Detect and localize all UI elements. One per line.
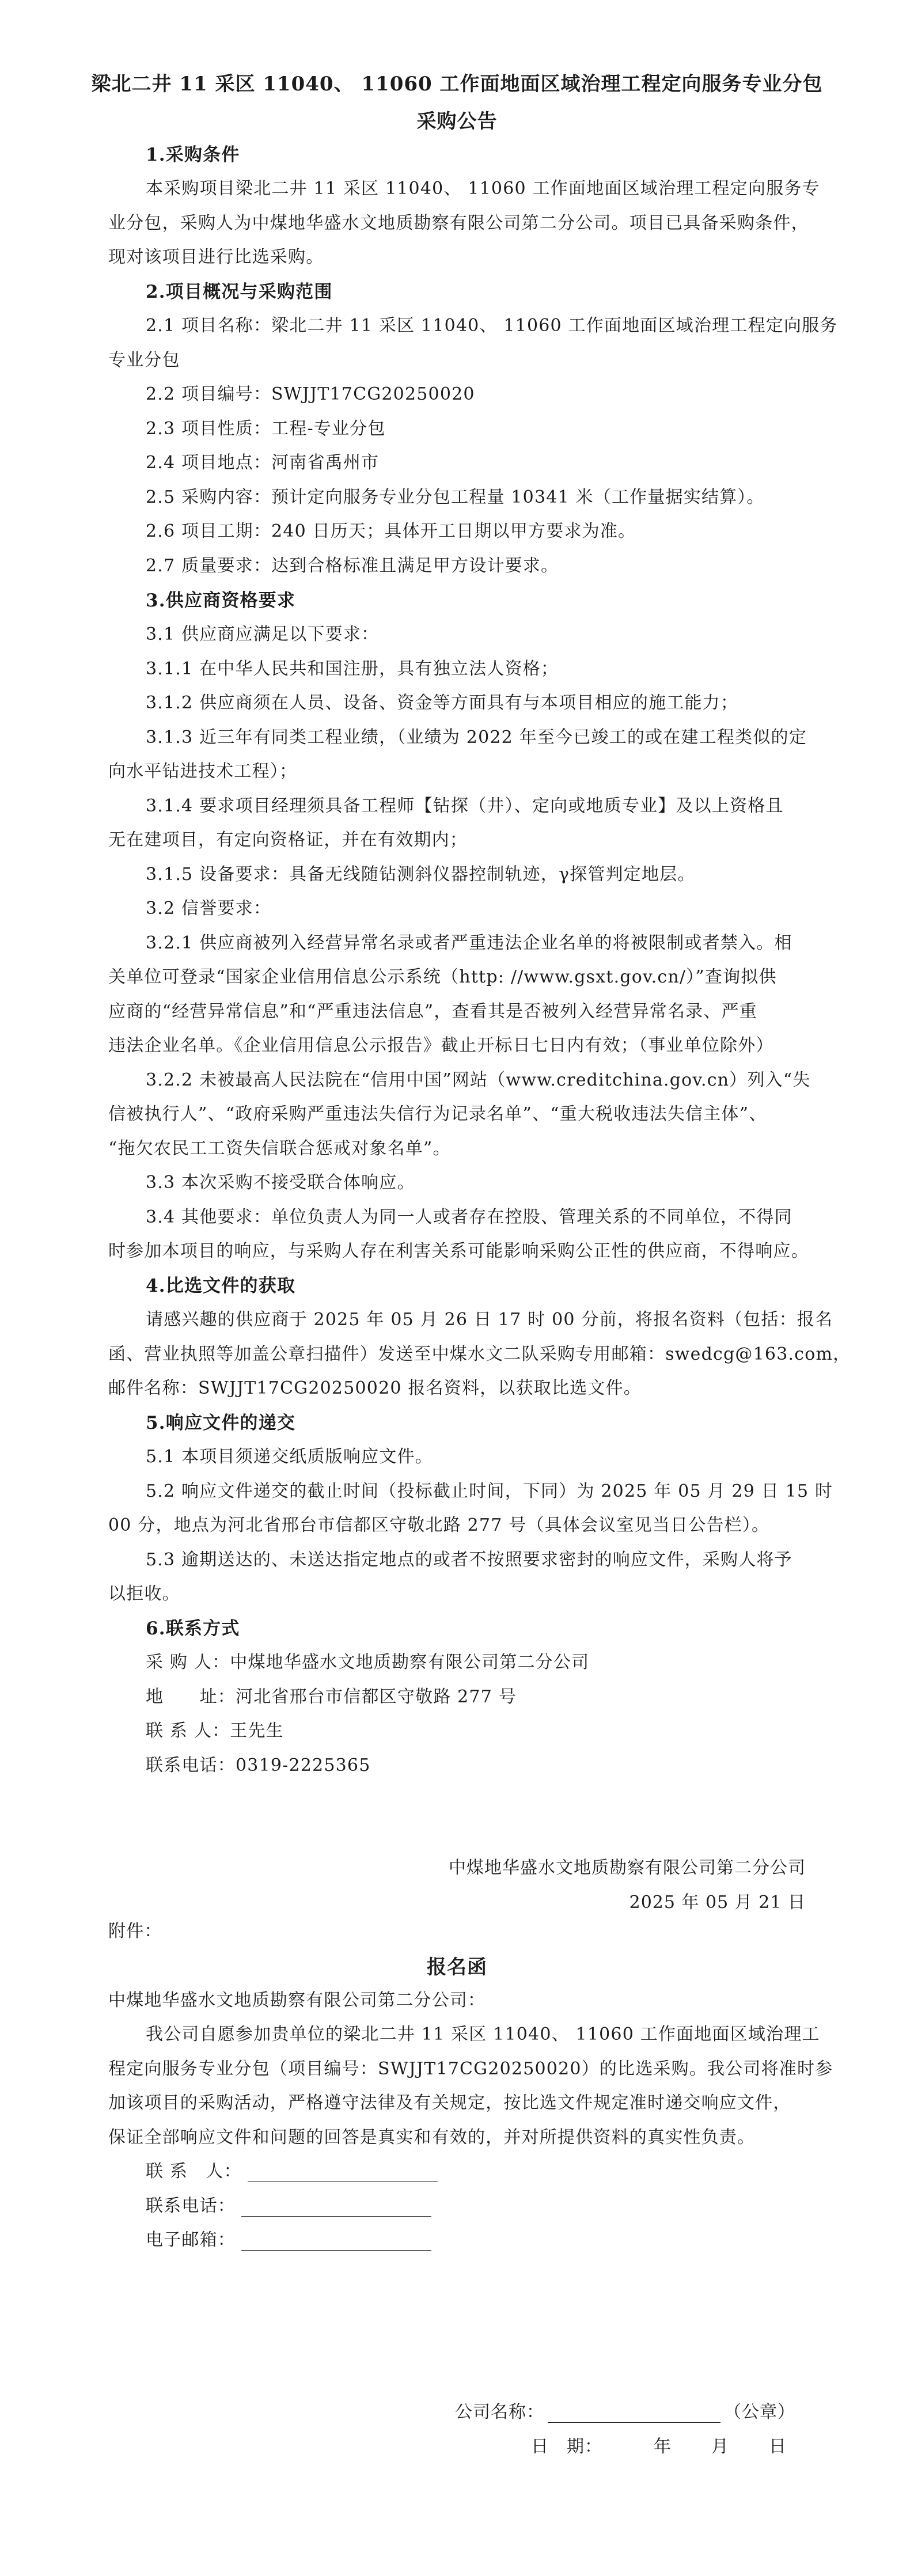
form-email-label: 电子邮箱： — [146, 2230, 236, 2250]
paragraph-line: 3.2.1 供应商被列入经营异常名录或者严重违法企业名单的将被限制或者禁入。相 — [146, 933, 792, 953]
paragraph-line: 3.1.5 设备要求：具备无线随钻测斜仪器控制轨迹，γ探管判定地层。 — [146, 864, 696, 885]
section-1-heading: 1.采购条件 — [146, 145, 240, 165]
paragraph-line: 3.1.1 在中华人民共和国注册，具有独立法人资格； — [146, 659, 559, 679]
paragraph-line: 时参加本项目的响应，与采购人存在利害关系可能影响采购公正性的供应商，不得响应。 — [108, 1241, 809, 1261]
paragraph-line: 2.3 项目性质：工程-专业分包 — [146, 419, 386, 439]
paragraph-line: 2.7 质量要求：达到合格标准且满足甲方设计要求。 — [146, 556, 559, 576]
signature-company: 中煤地华盛水文地质勘察有限公司第二分公司 — [449, 1858, 806, 1878]
form-email-field — [146, 2225, 431, 2251]
paragraph-line: 3.1.3 近三年有同类工程业绩，（业绩为 2022 年至今已竣工的或在建工程类似的定 — [146, 727, 807, 748]
paragraph-line: 保证全部响应文件和问题的回答是真实和有效的，并对所提供资料的真实性负责。 — [108, 2127, 756, 2148]
form-contact-label: 联 系 人： — [146, 2161, 242, 2182]
form-contact-field — [146, 2157, 438, 2182]
paragraph-line: 2.1 项目名称：梁北二井 11 采区 11040、 11060 工作面地面区域治理工程定向服务 — [146, 316, 838, 336]
paragraph-line: 3.1.4 要求项目经理须具备工程师【钻探（井）、定向或地质专业】及以上资格且 — [146, 796, 784, 816]
paragraph-line: 2.4 项目地点：河南省禹州市 — [146, 453, 380, 473]
paragraph-line: 程定向服务专业分包（项目编号：SWJJT17CG20250020）的比选采购。我公司将准时参 — [108, 2059, 833, 2079]
paragraph-line: 5.1 本项目须递交纸质版响应文件。 — [146, 1447, 433, 1467]
section-3-heading: 3.供应商资格要求 — [146, 590, 296, 611]
contact-address: 地 址：河北省邢台市信都区守敬路 277 号 — [146, 1687, 517, 1707]
contact-person: 联 系 人：王先生 — [146, 1721, 284, 1741]
paragraph-line: 3.1 供应商应满足以下要求： — [146, 624, 380, 644]
form-year-label: 年 — [654, 2437, 672, 2457]
form-addressee: 中煤地华盛水文地质勘察有限公司第二分公司： — [108, 1990, 486, 2010]
form-phone-blank — [241, 2200, 431, 2217]
form-company-blank — [548, 2406, 720, 2423]
paragraph-line: 现对该项目进行比选采购。 — [108, 247, 324, 267]
contact-buyer: 采 购 人：中煤地华盛水文地质勘察有限公司第二分公司 — [146, 1652, 590, 1672]
paragraph-line: 加该项目的采购活动，严格遵守法律及有关规定，按比选文件规定准时递交响应文件， — [108, 2093, 791, 2113]
form-company-label: 公司名称： — [455, 2402, 544, 2422]
paragraph-line: 关单位可登录“国家企业信用信息公示系统（http: //www.gsxt.gov.cn/）”查询拟供 — [108, 967, 777, 987]
form-phone-field — [146, 2191, 431, 2217]
contact-phone: 联系电话：0319-2225365 — [146, 1755, 371, 1775]
signature-date: 2025 年 05 月 21 日 — [629, 1892, 806, 1913]
form-phone-label: 联系电话： — [146, 2196, 236, 2216]
form-month-label: 月 — [711, 2437, 729, 2457]
paragraph-line: 应商的“经营异常信息”和“严重违法信息”，查看其是否被列入经营异常名录、严重 — [108, 1001, 757, 1022]
paragraph-line: 我公司自愿参加贵单位的梁北二井 11 采区 11040、 11060 工作面地面区域治理工 — [146, 2024, 820, 2044]
paragraph-line: 2.5 采购内容：预计定向服务专业分包工程量 10341 米（工作量据实结算）。 — [146, 487, 765, 507]
paragraph-line: 3.2.2 未被最高人民法院在“信用中国”网站（www.creditchina.gov.cn）列入“失 — [146, 1070, 811, 1090]
form-contact-blank — [248, 2165, 438, 2182]
paragraph-line: 函、营业执照等加盖公章扫描件）发送至中煤水文二队采购专用邮箱：swedcg@163.com， — [108, 1344, 851, 1364]
form-company-field — [455, 2397, 795, 2423]
notice-title-line2: 采购公告 — [416, 110, 498, 133]
paragraph-line: 请感兴趣的供应商于 2025 年 05 月 26 日 17 时 00 分前，将报名资料（包括：报名 — [146, 1310, 833, 1330]
form-seal-label: （公章） — [724, 2402, 795, 2422]
paragraph-line: 00 分，地点为河北省邢台市信都区守敬北路 277 号（具体会议室见当日公告栏）。 — [108, 1515, 770, 1535]
paragraph-line: 信被执行人”、“政府采购严重违法失信行为记录名单”、“重大税收违法失信主体”、 — [108, 1104, 767, 1124]
form-email-blank — [241, 2234, 431, 2251]
paragraph-line: 3.4 其他要求：单位负责人为同一人或者存在控股、管理关系的不同单位，不得同 — [146, 1207, 792, 1227]
paragraph-line: 3.3 本次采购不接受联合体响应。 — [146, 1173, 415, 1193]
paragraph-line: 3.1.2 供应商须在人员、设备、资金等方面具有与本项目相应的施工能力； — [146, 693, 739, 713]
section-5-heading: 5.响应文件的递交 — [146, 1413, 296, 1433]
paragraph-line: 业分包，采购人为中煤地华盛水文地质勘察有限公司第二分公司。项目已具备采购条件， — [108, 213, 809, 233]
paragraph-line: 5.2 响应文件递交的截止时间（投标截止时间，下同）为 2025 年 05 月 29 日 15 时 — [146, 1481, 833, 1501]
paragraph-line: 邮件名称：SWJJT17CG20250020 报名资料，以获取比选文件。 — [108, 1378, 642, 1398]
paragraph-line: 以拒收。 — [108, 1584, 180, 1604]
paragraph-line: 3.2 信誉要求： — [146, 898, 272, 919]
notice-title-line1: 梁北二井 11 采区 11040、 11060 工作面地面区域治理工程定向服务专业分包 — [91, 73, 823, 96]
paragraph-line: 专业分包 — [108, 350, 180, 370]
section-4-heading: 4.比选文件的获取 — [146, 1276, 296, 1296]
form-date-label: 日 期： — [531, 2437, 602, 2457]
paragraph-line: 本采购项目梁北二井 11 采区 11040、 11060 工作面地面区域治理工程定向服务专 — [146, 179, 820, 199]
section-2-heading: 2.项目概况与采购范围 — [146, 282, 333, 302]
paragraph-line: 5.3 逾期送达的、未送达指定地点的或者不按照要求密封的响应文件，采购人将予 — [146, 1550, 792, 1570]
form-title: 报名函 — [427, 1956, 487, 1979]
form-day-label: 日 — [769, 2437, 787, 2457]
project-number: 2.2 项目编号：SWJJT17CG20250020 — [146, 384, 475, 404]
paragraph-line: 2.6 项目工期：240 日历天；具体开工日期以甲方要求为准。 — [146, 521, 636, 541]
paragraph-line: 向水平钻进技术工程）； — [108, 761, 298, 781]
section-6-heading: 6.联系方式 — [146, 1618, 240, 1639]
attachment-label: 附件： — [108, 1921, 162, 1941]
paragraph-line: 无在建项目，有定向资格证，并在有效期内； — [108, 830, 468, 850]
paragraph-line: “拖欠农民工工资失信联合惩戒对象名单”。 — [108, 1139, 451, 1159]
paragraph-line: 违法企业名单。《企业信用信息公示报告》截止开标日七日内有效；（事业单位除外） — [108, 1035, 774, 1056]
